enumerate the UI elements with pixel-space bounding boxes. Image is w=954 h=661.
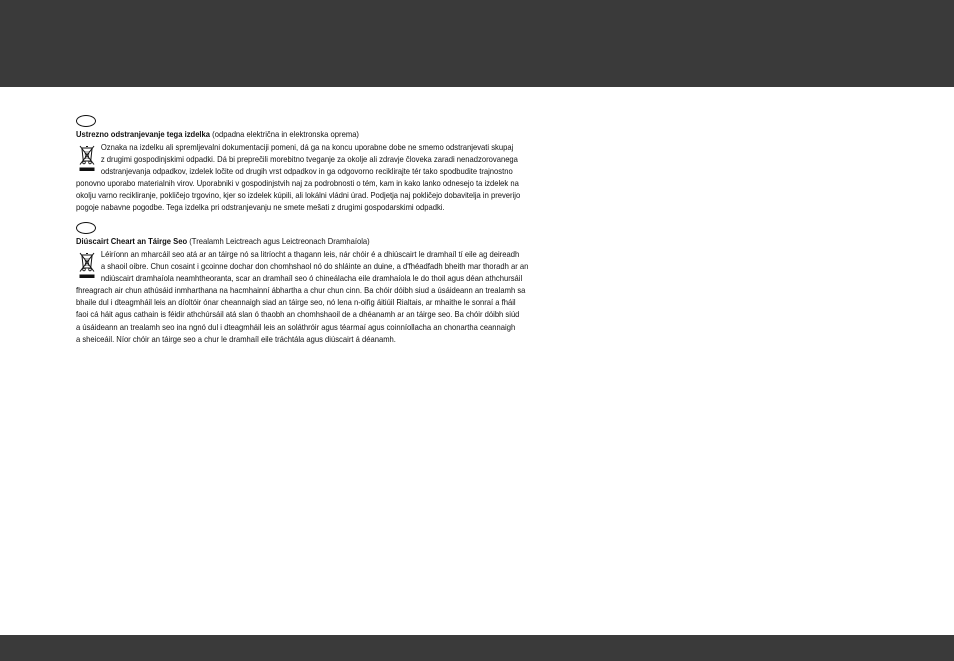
text-line: odstranjevanja odpadkov, izdelek ločite od drugih vrst odpadkov in ga odgovorno reciklirajte tér tako spodbudite trajnostno <box>100 166 513 177</box>
bottom-footer-bar <box>0 635 954 661</box>
text-line: fhreagrach air chun athúsáid inmharthana na hacmhainní ábhartha a chur chun cinn. Ba chóir dóibh siud a úsáideann an trealamh sa <box>76 285 526 296</box>
section-body <box>76 248 576 345</box>
text-line: z drugimi gospodinjskimi odpadki. Dá bi preprečili morebitno tveganje za okolje ali zdravje človeka zaradi nenadzorovanega <box>100 154 518 165</box>
heading-bold: Diúscairt Cheart an Táirge Seo <box>76 236 188 246</box>
text-line: Léiríonn an mharcáil seo atá ar an táirge nó sa litríocht a thagann leis, nár chóir é a dhiúscairt le dramhaíl tí eile ag deireadh <box>100 249 520 259</box>
text-line: ndiúscairt dramhaíola neamhtheoranta, scar an dramhaíl seo ó chineálacha eile dramhaíola le do thoil agus déan athchursáil <box>100 273 523 284</box>
text-line: Oznaka na izdelku ali spremljevalni dokumentaciji pomeni, dá ga na koncu uporabne dobe ne smemo odstranjevati skupaj <box>100 142 514 152</box>
text-line: ponovno uporabo materialnih virov. Uporabniki v gospodinjstvih naj za podrobnosti o tém, kam in kako lanko odnesejo ta izdelek na <box>76 178 519 189</box>
text-line: a úsáideann an trealamh seo ina ngnó dul i dteagmháil leis an soláthróir agus téarmaí agus coinníollacha an chonartha ceannaigh <box>76 321 516 332</box>
text-line: okolju varno recikliranje, pokličejo trgovino, kjer so izdelek kúpili, ali lokálni vládni úrad. Podjetja naj pokličejo dobavitelja in preverijo <box>76 190 521 201</box>
heading-rest: (Trealamh Leictreach agus Leictreonach Dramhaíola) <box>187 236 370 246</box>
language-oval-marker <box>76 115 96 127</box>
section-heading <box>76 128 536 140</box>
text-line: a shaoil oibre. Chun cosaint i gcoinne dochar don chomhshaol nó do shláinte an duine, a d'fhéadfadh bheith mar thoradh ar an <box>100 261 529 272</box>
text-line: pogoje nabavne pogodbe. Tega izdelka pri odstranjevanju ne smete mešati z drugimi gospodarskimi odpadki. <box>76 202 445 213</box>
language-oval-marker <box>76 222 96 234</box>
section-heading <box>76 235 536 247</box>
text-line: bhaile dul i dteagmháil leis an díoltóir ónar cheannaigh siad an táirge seo, nó lena n-oifig áitiúil Rialtais, ar mhaithe le sonraí a fháil <box>76 297 516 308</box>
heading-bold: Ustrezno odstranjevanje tega izdelka <box>76 129 211 139</box>
top-header-bar <box>0 0 954 87</box>
section-irish <box>76 222 576 345</box>
section-slovenian <box>76 115 576 214</box>
text-line: a sheiceáil. Níor chóir an táirge seo a chur le dramhaíl eile tráchtála agus diúscairt á déanamh. <box>76 333 396 344</box>
heading-rest: (odpadna električna in elektronska oprema) <box>210 129 359 139</box>
section-body <box>76 141 576 214</box>
text-line: faoi cá háit agus cathain is féidir athchúrsáil atá slan ó thaobh an chomhshaoil de a dhéanamh ar an táirge seo. Ba chóir dóibh siúd <box>76 309 520 320</box>
